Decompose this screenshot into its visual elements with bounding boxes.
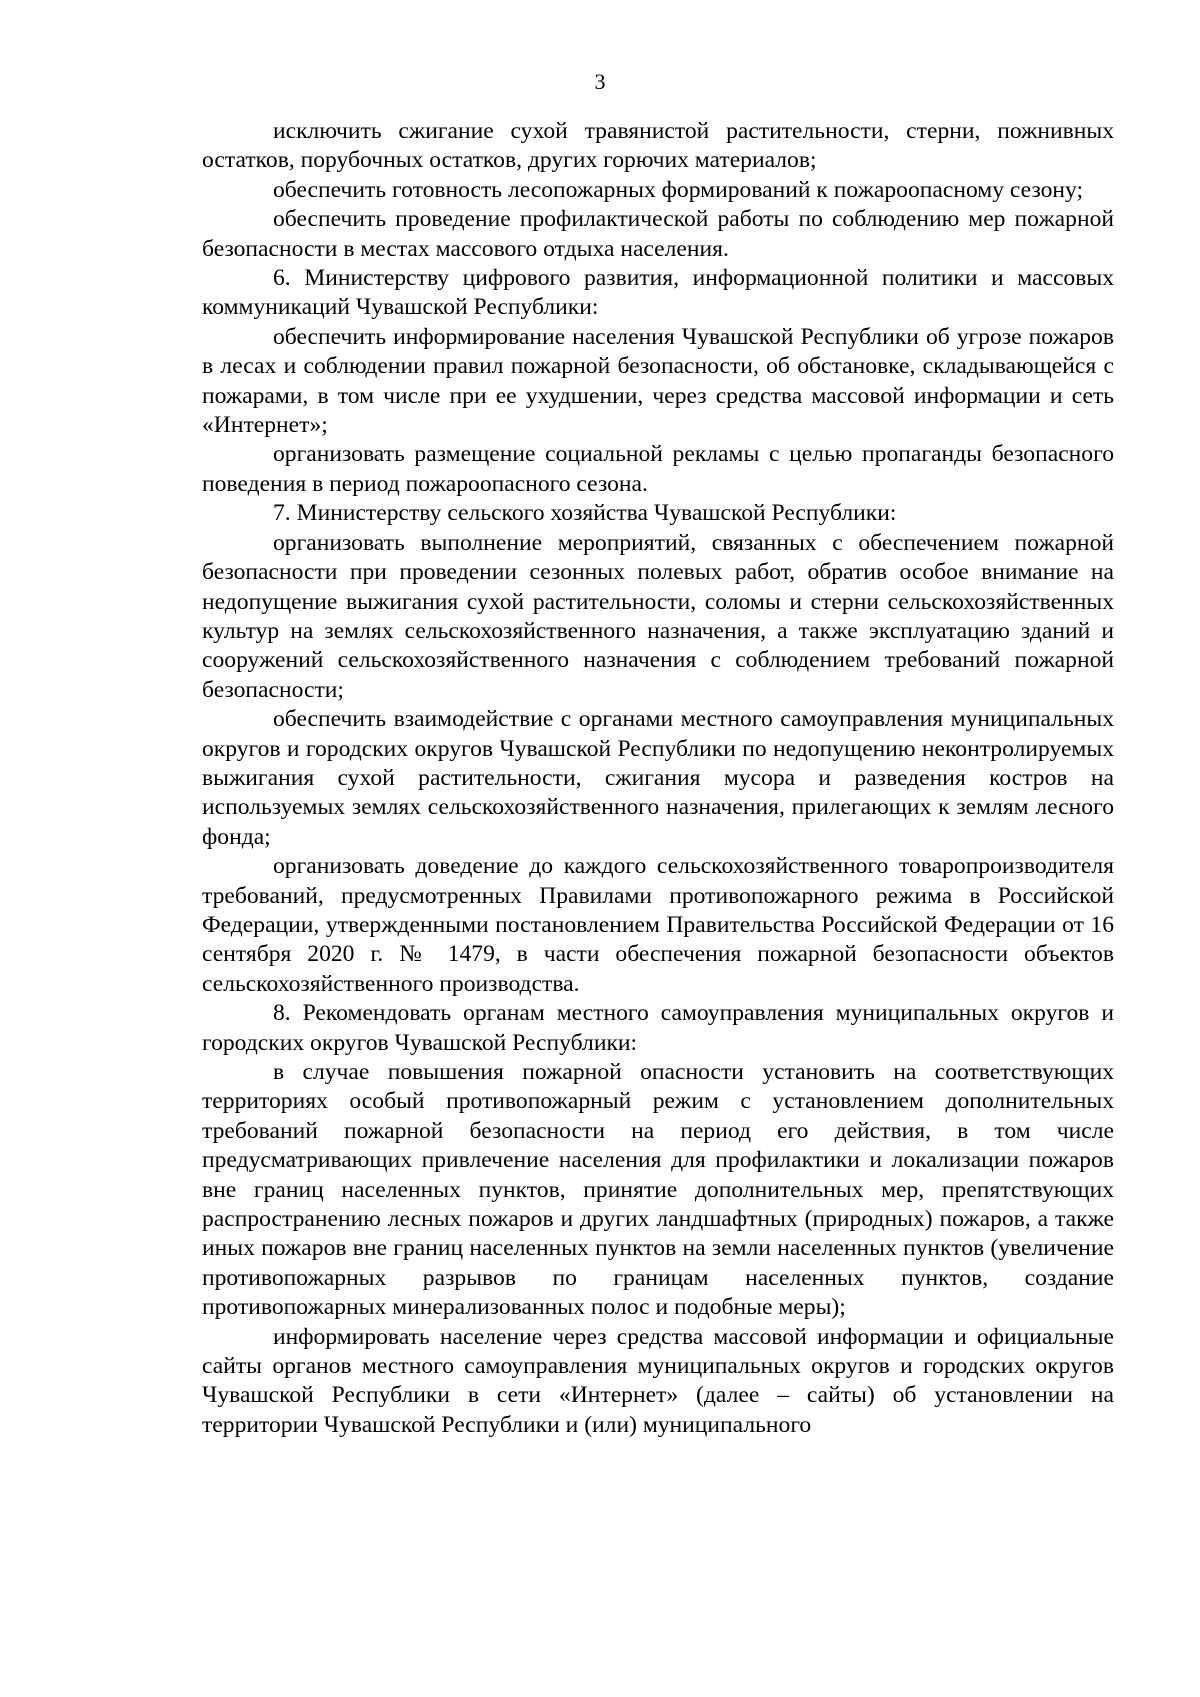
paragraph-6: организовать размещение социальной рекламы с целью пропаганды безопасного поведения в период пожароопасного сезона. [202, 441, 1114, 497]
paragraph-11: 8. Рекомендовать органам местного самоуправления муниципальных округов и городских округов Чувашской Республики: [202, 1000, 1114, 1056]
paragraph-8: организовать выполнение мероприятий, связанных с обеспечением пожарной безопасности при проведении сезонных полевых работ, обратив особое внимание на недопущение выжигания сухой растительности, соломы и стерни сельскохозяйственных культур на землях сельскохозяйственного назначения, а также эксплуатацию зданий и сооружений сельскохозяйственного назначения с соблюдением требований пожарной безопасности; [202, 529, 1114, 703]
page-number: 3 [594, 69, 606, 94]
paragraph-13: информировать население через средства массовой информации и официальные сайты органов местного самоуправления муниципальных округов и городских округов Чувашской Республики в сети «Интернет» (далее – сайты) об установлении на территории Чувашской Республики и (или) муниципального [202, 1323, 1114, 1438]
paragraph-4: 6. Министерству цифрового развития, информационной политики и массовых коммуникаций Чувашской Республики: [202, 265, 1114, 321]
paragraph-2: обеспечить готовность лесопожарных формирований к пожароопасному сезону; [273, 176, 1084, 203]
paragraph-9: обеспечить взаимодействие с органами местного самоуправления муниципальных округов и городских округов Чувашской Республики по недопущению неконтролируемых выжигания сухой растительности, сжигания мусора и разведения костров на используемых землях сельскохозяйственного назначения, прилегающих к землям лесного фонда; [202, 706, 1114, 850]
paragraph-10: организовать доведение до каждого сельскохозяйственного товаропроизводителя требований, предусмотренных Правилами противопожарного режима в Российской Федерации, утвержденными постановлением Правительства Российской Федерации от 16 сентября 2020 г. № 1479, в части обеспечения пожарной безопасности объектов сельскохозяйственного производства. [202, 853, 1114, 997]
paragraph-1: исключить сжигание сухой травянистой растительности, стерни, пожнивных остатков, порубочных остатков, других горючих материалов; [202, 118, 1114, 174]
paragraph-12: в случае повышения пожарной опасности установить на соответствующих территориях особый противопожарный режим с установлением дополнительных требований пожарной безопасности на период его действия, в том числе предусматривающих привлечение населения для профилактики и локализации пожаров вне границ населенных пунктов, принятие дополнительных мер, препятствующих распространению лесных пожаров и других ландшафтных (природных) пожаров, а также иных пожаров вне границ населенных пунктов на земли населенных пунктов (увеличение противопожарных разрывов по границам населенных пунктов, создание противопожарных минерализованных полос и подобные меры); [202, 1059, 1114, 1321]
paragraph-3: обеспечить проведение профилактической работы по соблюдению мер пожарной безопасности в местах массового отдыха населения. [202, 206, 1114, 262]
body-text [202, 117, 1114, 1440]
paragraph-5: обеспечить информирование населения Чувашской Республики об угрозе пожаров в лесах и соблюдении правил пожарной безопасности, об обстановке, складывающейся с пожарами, в том числе при ее ухудшении, через средства массовой информации и сеть «Интернет»; [202, 323, 1114, 439]
paragraph-7: 7. Министерству сельского хозяйства Чувашской Республики: [273, 500, 897, 527]
